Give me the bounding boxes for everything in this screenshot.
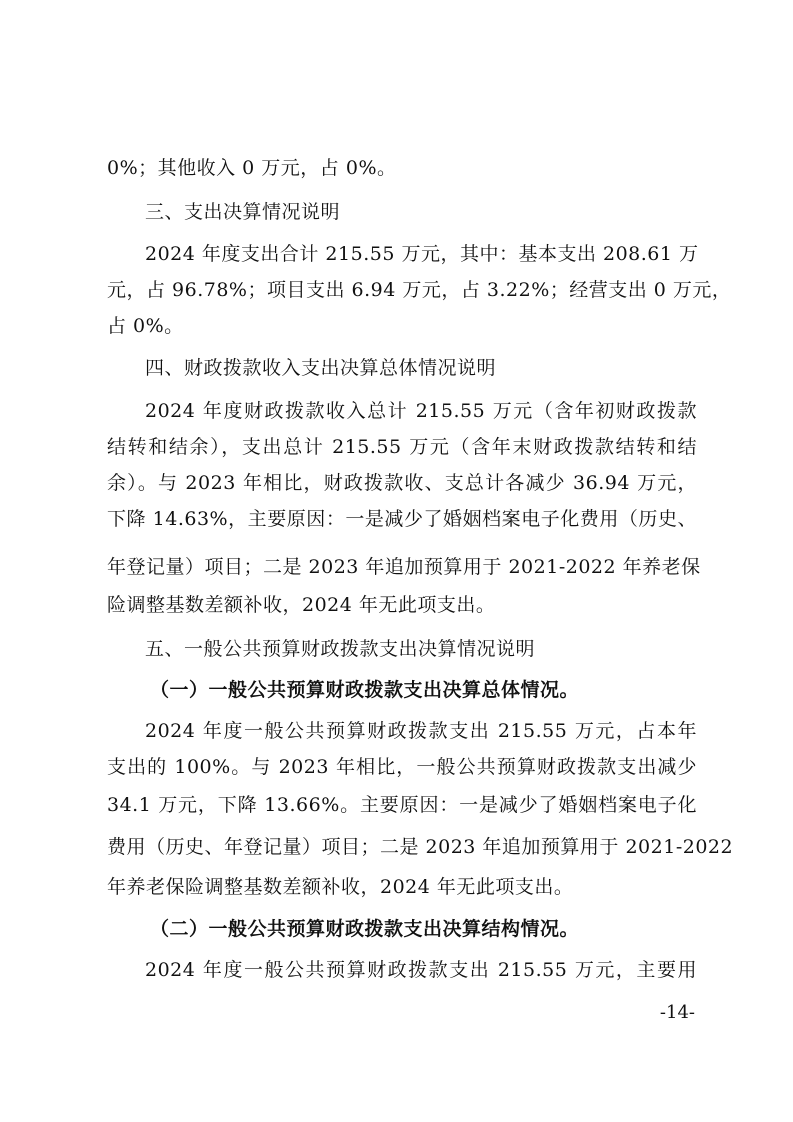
paragraph-line: 占 0%。 — [107, 315, 184, 337]
paragraph-line: 2024 年度一般公共预算财政拨款支出 215.55 万元，主要用 — [145, 959, 697, 981]
paragraph-line: 年养老保险调整基数差额补收，2024 年无此项支出。 — [107, 876, 574, 898]
section-heading: 四、财政拨款收入支出决算总体情况说明 — [145, 357, 497, 379]
paragraph-line: 年登记量）项目；二是 2023 年追加预算用于 2021-2022 年养老保 — [107, 556, 701, 578]
paragraph-line: 费用（历史、年登记量）项目；二是 2023 年追加预算用于 2021-2022 — [107, 836, 734, 858]
subsection-heading: （二）一般公共预算财政拨款支出决算结构情况。 — [150, 918, 580, 940]
paragraph-line: 余）。与 2023 年相比，财政拨款收、支总计各减少 36.94 万元， — [107, 472, 697, 494]
page-number: -14- — [659, 1002, 695, 1023]
paragraph-line: 下降 14.63%，主要原因：一是减少了婚姻档案电子化费用（历史、 — [107, 508, 697, 530]
paragraph-line: 元，占 96.78%；项目支出 6.94 万元，占 3.22%；经营支出 0 万元， — [107, 279, 732, 301]
section-heading: 五、一般公共预算财政拨款支出决算情况说明 — [145, 638, 536, 660]
paragraph-line: 34.1 万元，下降 13.66%。主要原因：一是减少了婚姻档案电子化 — [107, 794, 697, 816]
subsection-heading: （一）一般公共预算财政拨款支出决算总体情况。 — [150, 679, 580, 701]
paragraph-line: 险调整基数差额补收，2024 年无此项支出。 — [107, 594, 496, 616]
paragraph-line: 2024 年度一般公共预算财政拨款支出 215.55 万元，占本年 — [145, 720, 697, 742]
paragraph-line: 2024 年度支出合计 215.55 万元，其中：基本支出 208.61 万 — [145, 243, 699, 265]
paragraph-line: 2024 年度财政拨款收入总计 215.55 万元（含年初财政拨款 — [145, 400, 697, 422]
paragraph-line: 0%；其他收入 0 万元，占 0%。 — [107, 157, 397, 179]
paragraph-line: 结转和结余），支出总计 215.55 万元（含年末财政拨款结转和结 — [107, 436, 697, 458]
paragraph-line: 支出的 100%。与 2023 年相比，一般公共预算财政拨款支出减少 — [107, 756, 697, 778]
section-heading: 三、支出决算情况说明 — [145, 201, 341, 223]
